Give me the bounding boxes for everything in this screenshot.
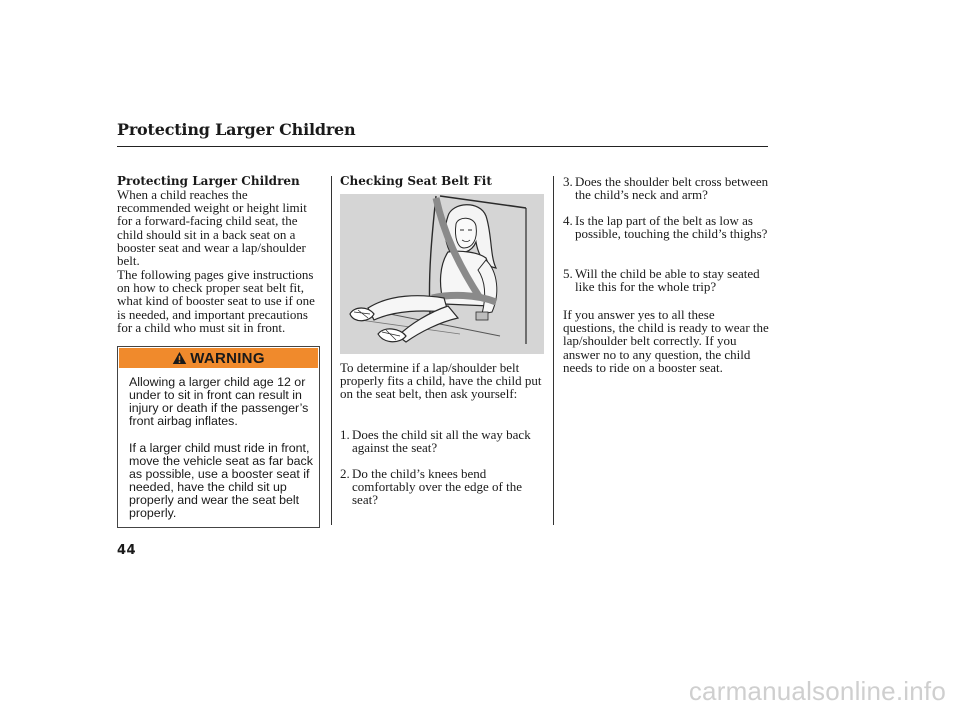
- column-divider-right: [553, 176, 554, 525]
- watermark: carmanualsonline.info: [688, 676, 946, 706]
- conclusion-paragraph: If you answer yes to all these questions, the child is ready to wear the lap/shoulder belt correctly. If you answer no to any question, the child needs to ride on a booster seat.: [563, 307, 769, 375]
- child-seat-belt-illustration: [340, 194, 544, 354]
- column-divider-left: [331, 176, 332, 525]
- warning-paragraph-2: If a larger child must ride in front, move the vehicle seat as far back as possible, use a booster seat if needed, have the child sit up properly and wear the seat belt properly.: [129, 441, 313, 520]
- child-seated-illustration-graphic: [340, 194, 544, 354]
- warning-banner: [119, 348, 318, 368]
- warning-box: [117, 346, 320, 528]
- page-title: Protecting Larger Children: [117, 120, 356, 139]
- warning-label: WARNING: [190, 349, 265, 367]
- warning-triangle-icon: [172, 351, 187, 365]
- question-text: Does the shoulder belt cross between the child’s neck and arm?: [575, 174, 769, 203]
- seat-belt-fit-intro: To determine if a lap/shoulder belt properly fits a child, have the child put on the seat belt, then ask yourself:: [340, 360, 542, 402]
- question-text: Is the lap part of the belt as low as possible, touching the child’s thighs?: [575, 213, 768, 242]
- question-number: 1.: [340, 427, 350, 442]
- section-heading-protecting-larger-children: Protecting Larger Children: [117, 174, 300, 188]
- question-item-3: [563, 175, 769, 201]
- page-number: 44: [117, 543, 137, 558]
- question-number: 5.: [563, 266, 573, 281]
- question-item-4: [563, 214, 769, 240]
- question-number: 3.: [563, 174, 573, 189]
- section-heading-checking-seat-belt-fit: Checking Seat Belt Fit: [340, 174, 492, 188]
- question-number: 2.: [340, 466, 350, 481]
- instructions-paragraph: The following pages give instructions on how to check proper seat belt fit, what kind of booster seat to use if one is needed, and important precautions for a child who must sit in front.: [117, 267, 315, 335]
- warning-paragraph-1: Allowing a larger child age 12 or under to sit in front can result in injury or death if the passenger’s front airbag inflates.: [129, 375, 309, 428]
- title-divider: [117, 146, 768, 147]
- question-item-5: [563, 267, 769, 293]
- question-number: 4.: [563, 213, 573, 228]
- question-text: Do the child’s knees bend comfortably over the edge of the seat?: [352, 466, 523, 508]
- question-item-2: [340, 467, 546, 507]
- question-text: Will the child be able to stay seated like this for the whole trip?: [575, 266, 760, 295]
- intro-paragraph: When a child reaches the recommended weight or height limit for a forward-facing child seat, the child should sit in a back seat on a booster seat and wear a lap/shoulder belt.: [117, 187, 307, 269]
- question-text: Does the child sit all the way back against the seat?: [352, 427, 531, 456]
- question-item-1: [340, 428, 546, 454]
